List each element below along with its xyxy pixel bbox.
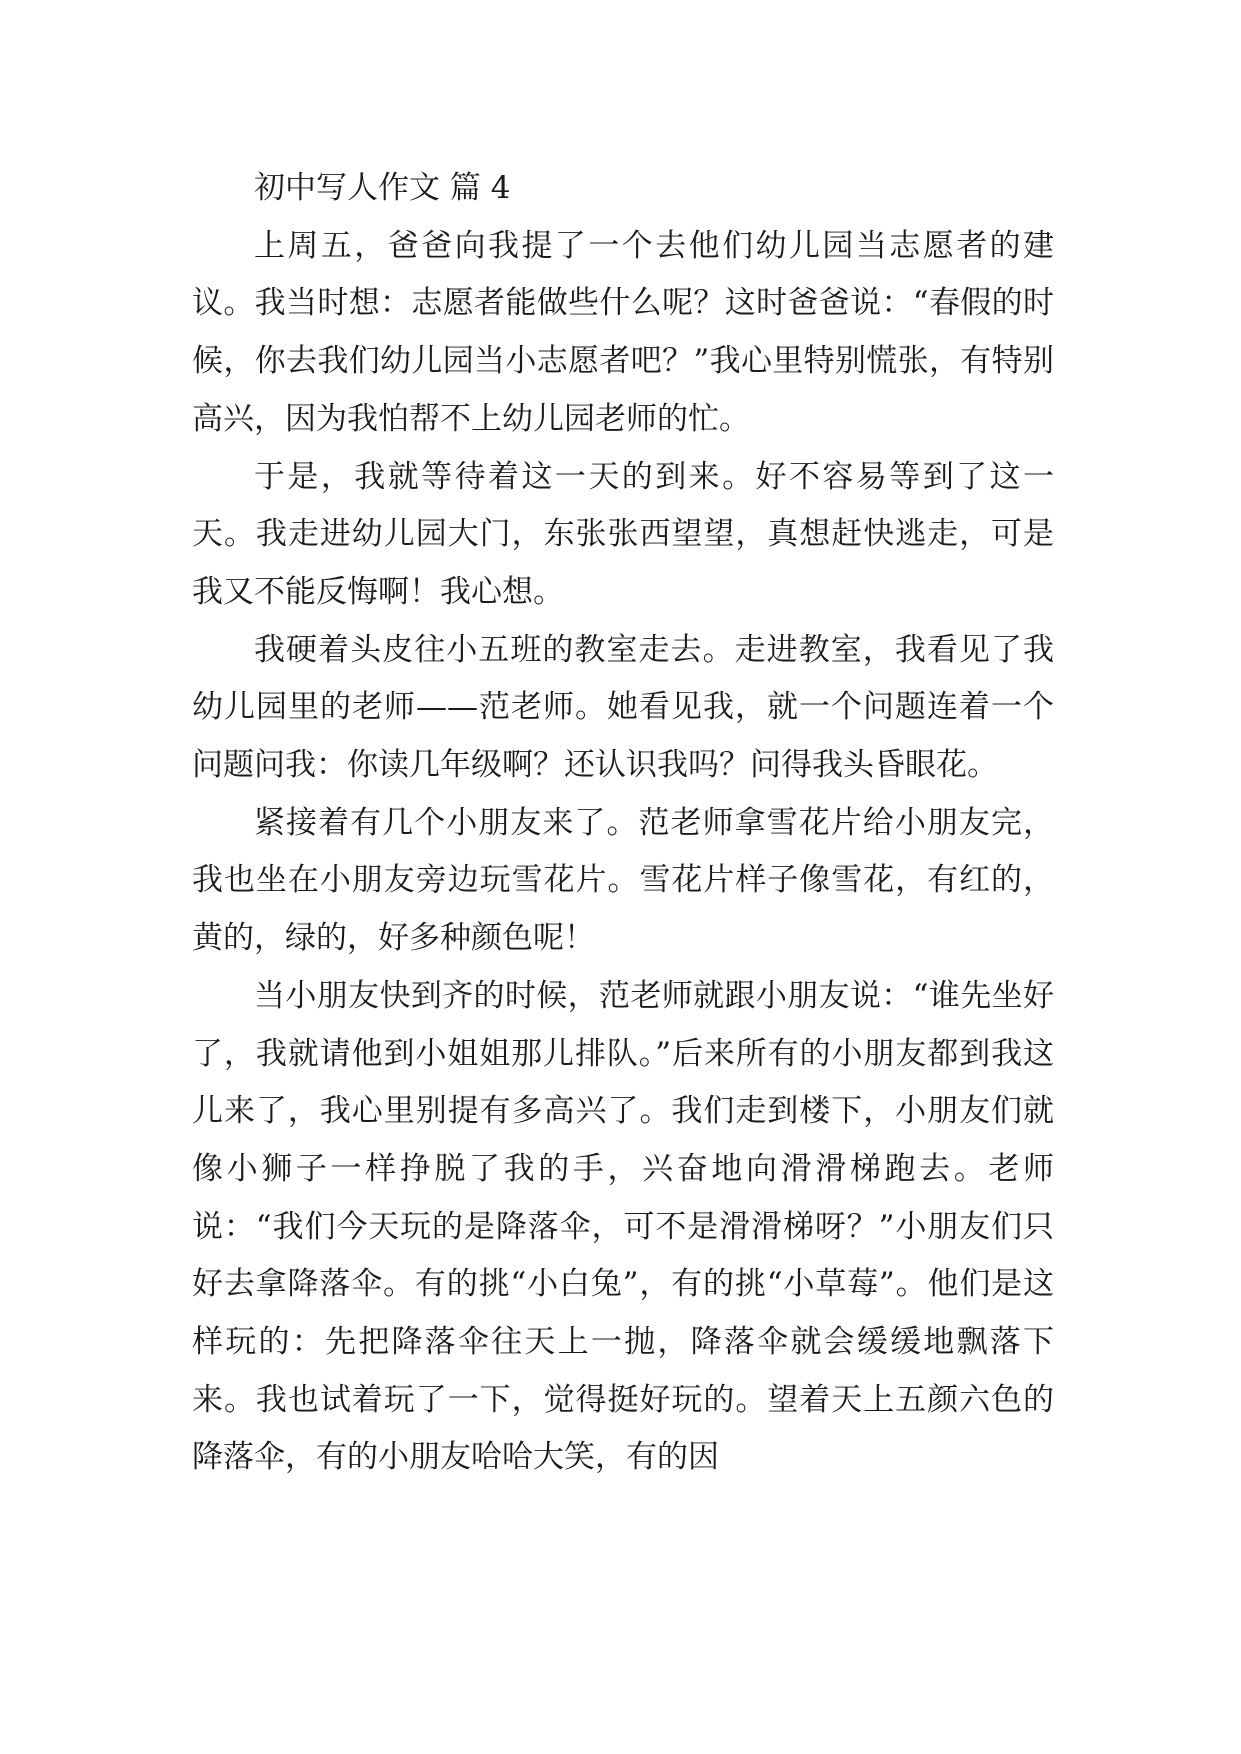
document-page xyxy=(192,160,1054,1487)
essay-heading: 初中写人作文 篇 4 xyxy=(254,170,511,206)
paragraph: 紧接着有几个小朋友来了。范老师拿雪花片给小朋友完，我也坐在小朋友旁边玩雪花片。雪花片样子像雪花，有红的，黄的，绿的，好多种颜色呢！ xyxy=(192,804,1054,957)
paragraph: 于是，我就等待着这一天的到来。好不容易等到了这一天。我走进幼儿园大门，东张张西望望，真想赶快逃走，可是我又不能反悔啊！我心想。 xyxy=(192,458,1054,610)
paragraph: 上周五，爸爸向我提了一个去他们幼儿园当志愿者的建议。我当时想：志愿者能做些什么呢？这时爸爸说：“春假的时候，你去我们幼儿园当小志愿者吧？”我心里特别慌张，有特别高兴，因为我怕帮不上幼儿园老师的忙。 xyxy=(192,227,1054,437)
paragraph: 我硬着头皮往小五班的教室走去。走进教室，我看见了我幼儿园里的老师——范老师。她看见我，就一个问题连着一个问题问我：你读几年级啊？还认识我吗？问得我头昏眼花。 xyxy=(192,631,1054,784)
paragraph: 当小朋友快到齐的时候，范老师就跟小朋友说：“谁先坐好了，我就请他到小姐姐那儿排队。”后来所有的小朋友都到我这儿来了，我心里别提有多高兴了。我们走到楼下，小朋友们就像小狮子一样挣脱了我的手，兴奋地向滑滑梯跑去。老师说：“我们今天玩的是降落伞，可不是滑滑梯呀？”小朋友们只好去拿降落伞。有的挑“小白兔”，有的挑“小草莓”。他们是这样玩的：先把降落伞往天上一抛，降落伞就会缓缓地飘落下来。我也试着玩了一下，觉得挺好玩的。望着天上五颜六色的降落伞，有的小朋友哈哈大笑，有的因 xyxy=(192,977,1054,1476)
